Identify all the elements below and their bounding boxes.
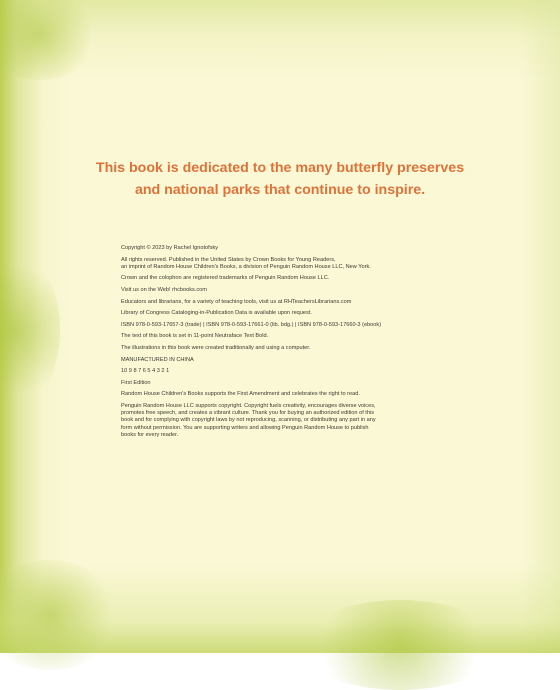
rights-statement xyxy=(121,257,431,271)
edition-line: First Edition xyxy=(121,379,151,386)
typeface-line: The text of this book is set in 11-point Neutraface Text Bold. xyxy=(121,333,269,340)
prh-line: book and for complying with copyright laws by not reproducing, scanning, or distributing any part in any xyxy=(121,417,376,424)
educators-line: Educators and librarians, for a variety of teaching tools, visit us at RHTeachersLibrarians.com xyxy=(121,298,352,305)
website-line: Visit us on the Web! rhcbooks.com xyxy=(121,286,207,293)
watercolor-edge-right xyxy=(520,0,560,653)
rights-line: All rights reserved. Published in the United States by Crown Books for Young Readers, xyxy=(121,256,336,263)
dedication xyxy=(0,157,560,201)
cip-line: Library of Congress Cataloging-in-Publication Data is available upon request. xyxy=(121,310,312,317)
dedication-line: and national parks that continue to inspire. xyxy=(134,182,426,198)
prh-line: Penguin Random House LLC supports copyright. Copyright fuels creativity, encourages diverse voices, xyxy=(121,402,376,409)
copyright-line: Copyright © 2023 by Rachel Ignotofsky xyxy=(121,245,219,251)
illustrations-line: The illustrations in this book were created traditionally and using a computer. xyxy=(121,344,311,351)
printing-line: 10 9 8 7 6 5 4 3 2 1 xyxy=(121,368,170,375)
prh-copyright-statement xyxy=(121,403,431,439)
rights-line: an imprint of Random House Children's Books, a division of Penguin Random House LLC, New York. xyxy=(121,263,371,270)
first-amendment-line: Random House Children's Books supports the First Amendment and celebrates the right to read. xyxy=(121,391,360,398)
prh-line: books for every reader. xyxy=(121,431,179,438)
trademark-statement: Crown and the colophon are registered trademarks of Penguin Random House LLC. xyxy=(121,275,330,282)
dedication-line: This book is dedicated to the many butterfly preserves xyxy=(95,160,465,176)
watercolor-blot xyxy=(300,600,500,690)
isbn-line: ISBN 978-0-593-17657-3 (trade) | ISBN 978-0-593-17661-0 (lib. bdg.) | ISBN 978-0-593-17660-3 (ebook) xyxy=(121,321,382,328)
prh-line: promotes free speech, and creates a vibrant culture. Thank you for buying an authorized edition of this xyxy=(121,410,375,417)
prh-line: form without permission. You are supporting writers and allowing Penguin Random House to publish xyxy=(121,424,369,431)
manufactured-line: MANUFACTURED IN CHINA xyxy=(121,356,194,363)
copyright-block xyxy=(121,245,431,443)
